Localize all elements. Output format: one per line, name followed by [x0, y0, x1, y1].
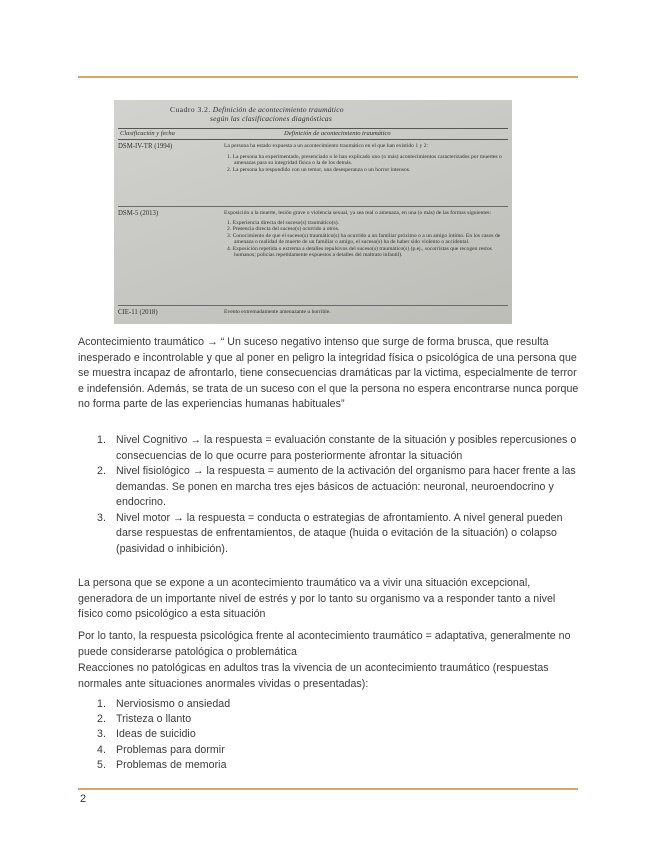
reactions-intro-paragraph: Reacciones no patológicas en adultos tras la vivencia de un acontecimiento traumático (respuestas normales ante situaciones anormales vividas o presentadas):: [78, 662, 549, 690]
table-row-item: 3. Conocimiento de que el suceso(s) traumático(s) ha ocurrido a un familiar próximo o a un amigo íntimo. En los casos de amenaza o realidad de muerte de un familiar o amigo, el suceso(s) ha de haber sido violento o accidental.: [227, 232, 501, 245]
table-row-item: 1. La persona ha experimentado, presenciado o le han explicado uno (o más) acontecimientos caracterizados por muertes o amenazas para su integridad física o la de los demás.: [227, 153, 502, 166]
table-photo: [114, 100, 512, 324]
table-row-classification: CIE-11 (2018): [118, 309, 158, 316]
definition-paragraph: Acontecimiento traumático → “ Un suceso negativo intenso que surge de forma brusca, que resulta inesperado e incontrolable y que al poner en peligro la integridad física o psicológica de una persona que se muestra incapaz de afrontarlo, tiene consecuencias dramáticas par la victima, especialmente de terror e indefensión. Además, se trata de un suceso con el que la persona no espera encontrarse nunca porque no forma parte de las experiencias humanas habituales”: [78, 336, 579, 410]
list-item: [78, 743, 580, 758]
list-item-text: Nivel fisiológico → la respuesta = aumento de la activación del organismo para hacer frente a las demandas. Se ponen en marcha tres ejes básicos de actuación: neuronal, neuroendocrino y endocrino.: [116, 465, 576, 508]
table-header-definition: Definición de acontecimiento traumático: [284, 130, 391, 137]
table-label: Cuadro 3.2.: [170, 105, 211, 114]
list-item: [78, 464, 580, 511]
table-row-lead: La persona ha estado expuesta a un acontecimiento traumático en el que han existido 1 y 2:: [224, 143, 429, 149]
table-row-classification: DSM-5 (2013): [118, 210, 159, 217]
exposure-paragraph: La persona que se expone a un acontecimiento traumático va a vivir una situación excepcional, generadora de un importante nivel de estrés y por lo tanto su organismo va a responder tanto a nivel físico como psicológico a esta situación: [78, 577, 556, 620]
page-number: 2: [80, 793, 87, 805]
list-item-text: Nerviosismo o ansiedad: [116, 698, 231, 710]
table-header-classification: Clasificación y fecha: [120, 130, 175, 137]
footer-rule: [78, 788, 578, 790]
header-rule: [78, 76, 578, 78]
table-row-item: 2. La persona ha respondido con un temor, una desesperanza o un horror intensos.: [227, 166, 411, 173]
list-item-text: Ideas de suicidio: [116, 728, 196, 741]
list-item-number: 2.: [97, 713, 106, 726]
table-row-item: 4. Exposición repetida o extrema a detalles repulsivos del suceso(s) traumático(s) (p.ej., socorristas que recogen restos humanos; policías repetidamente expuestos a detalles del maltrato infantil).: [227, 245, 492, 258]
list-item: [78, 697, 580, 712]
table-row-item: 2. Presencia directa del suceso(s) ocurrido a otros.: [227, 226, 340, 232]
table-header-border: [118, 139, 508, 140]
table-row-separator: [118, 305, 508, 306]
list-item-text: Nivel Cognitivo → la respuesta = evaluación constante de la situación y posibles repercusiones o consecuencias de lo que ocurre para posteriormente afrontar la situación: [116, 434, 577, 462]
table-row-lead: Evento extremadamente amenazante u horrible.: [224, 309, 331, 315]
list-item-text: Nivel motor → la respuesta = conducta o estrategias de afrontamiento. A nivel general pueden darse respuestas de enfrentamientos, de ataque (huida o evitación de la situación) o colapso (pasividad o inhibición).: [116, 511, 563, 555]
list-item-number: 1.: [97, 698, 106, 710]
table-row-definition: [224, 210, 504, 259]
list-item-number: 1.: [97, 434, 106, 446]
table-row-classification: DSM-IV-TR (1994): [118, 143, 173, 150]
list-item-text: Tristeza o llanto: [116, 713, 192, 726]
list-item-number: 3.: [97, 511, 106, 524]
table-row-item: 1. Experiencia directa del suceso(s) traumático(s).: [227, 219, 339, 226]
list-item-number: 4.: [97, 743, 106, 756]
table-row-definition: [224, 309, 504, 316]
list-item: [78, 433, 580, 464]
list-item: [78, 727, 580, 742]
list-item-text: Problemas para dormir: [116, 743, 225, 756]
list-item: [78, 758, 580, 773]
list-item-number: 3.: [97, 728, 106, 741]
list-item: [78, 511, 580, 558]
table-row-lead: Exposición a la muerte, lesión grave o violencia sexual, ya sea real o amenaza, en una (o más) de las formas siguientes:: [224, 210, 492, 216]
list-item-text: Problemas de memoria: [116, 758, 227, 771]
list-item-number: 5.: [97, 758, 106, 771]
table-title: [170, 105, 344, 123]
response-levels-list: [78, 433, 580, 557]
table-top-border: [118, 128, 508, 129]
table-row-definition: [224, 143, 504, 173]
table-title-line1: Definición de acontecimiento traumático: [212, 105, 344, 114]
adaptive-response-paragraph: Por lo tanto, la respuesta psicológica frente al acontecimiento traumático = adaptativa, generalmente no puede considerarse patológica o problemática: [78, 630, 571, 658]
list-item-number: 2.: [97, 465, 106, 477]
table-title-line2: según las clasificaciones diagnósticas: [210, 114, 332, 123]
table-row-separator: [118, 206, 508, 207]
list-item: [78, 712, 580, 727]
reactions-list: [78, 697, 580, 773]
